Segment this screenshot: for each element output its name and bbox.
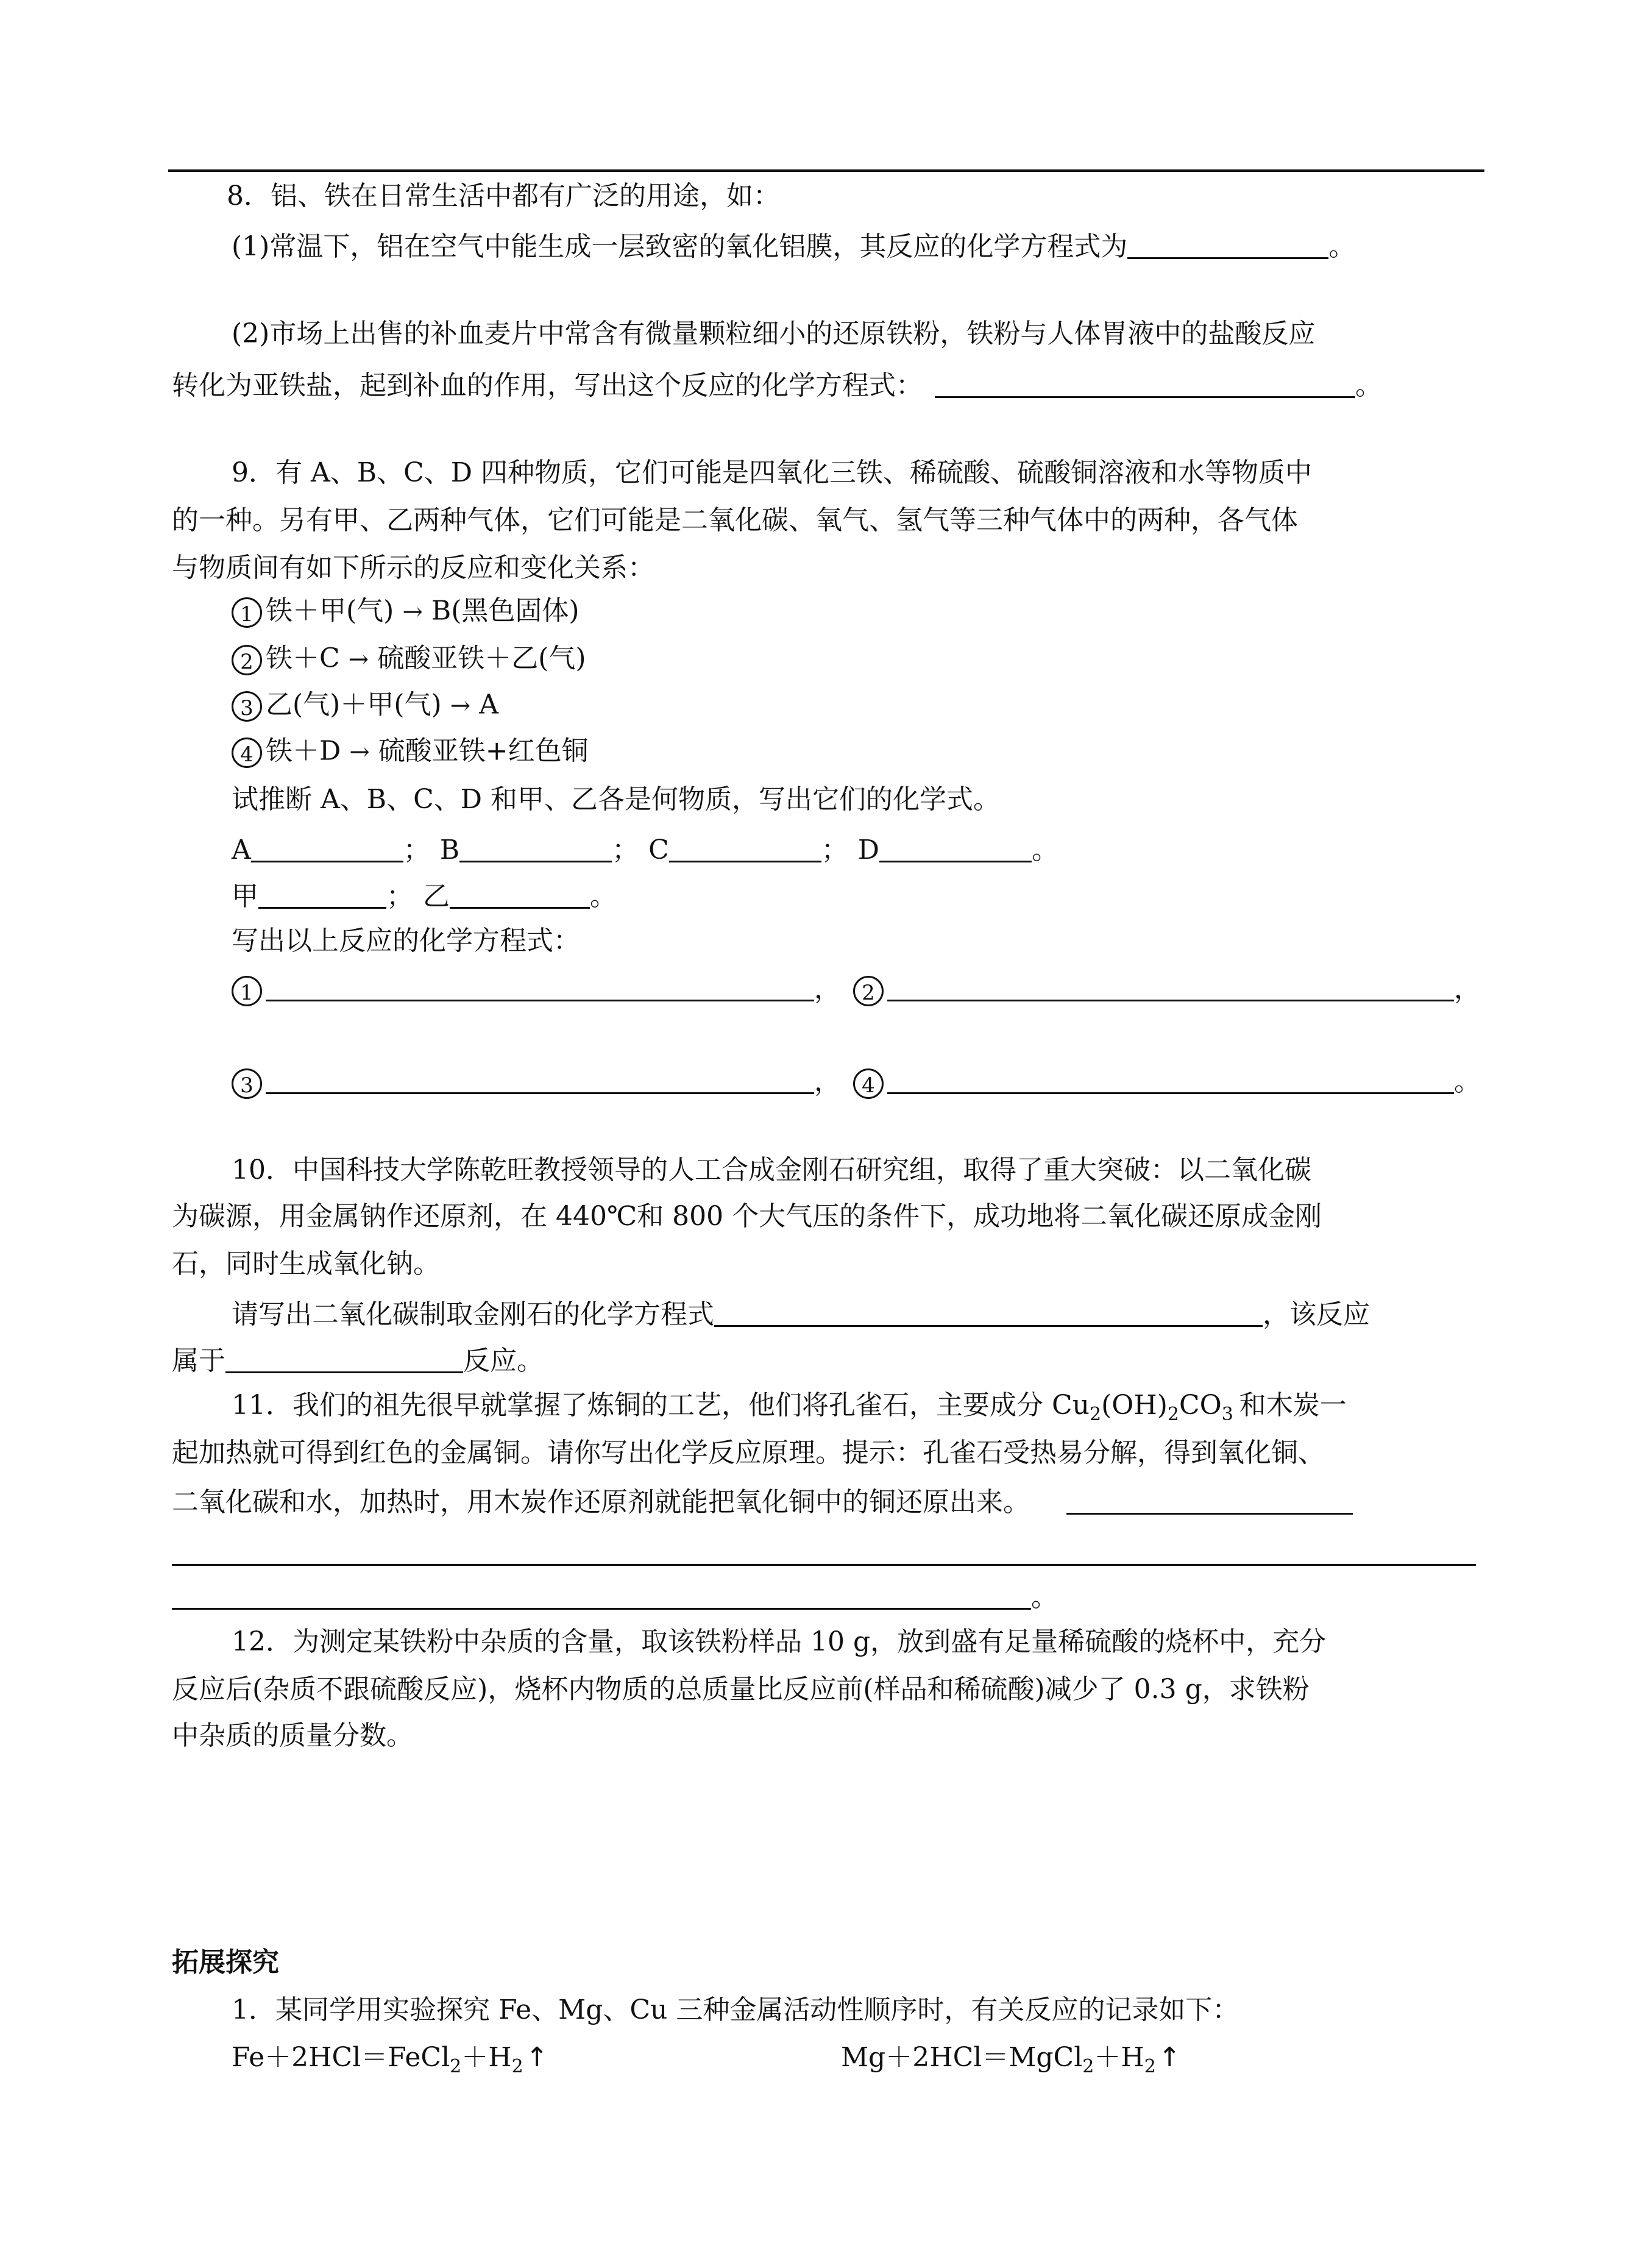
q12-line1: 12．为测定某铁粉中杂质的含量，取该铁粉样品 10 g，放到盛有足量稀硫酸的烧杯中，充分 bbox=[232, 1626, 1327, 1657]
answer-a-blank[interactable] bbox=[251, 834, 403, 862]
equation-2-blank[interactable] bbox=[887, 973, 1454, 1001]
circled-number-4: 4 bbox=[232, 738, 262, 768]
q9-equation-row-2: 3 ， 4 。 bbox=[232, 1065, 1481, 1099]
q10-line2: 为碳源，用金属钠作还原剂，在 440℃和 800 个大气压的条件下，成功地将二氧化碳还原成金刚 bbox=[172, 1201, 1322, 1232]
q9-line1: 9．有 A、B、C、D 四种物质，它们可能是四氧化三铁、稀硫酸、硫酸铜溶液和水等物质中 bbox=[232, 457, 1313, 488]
q11-answer-blank-1[interactable] bbox=[1066, 1486, 1353, 1515]
q8-intro: 8．铝、铁在日常生活中都有广泛的用途，如： bbox=[227, 180, 780, 212]
q8-part2-line1: (2)市场上出售的补血麦片中常含有微量颗粒细小的还原铁粉，铁粉与人体胃液中的盐酸反应 bbox=[232, 318, 1316, 349]
q9-write-equations: 写出以上反应的化学方程式： bbox=[232, 925, 580, 956]
q9-line2: 的一种。另有甲、乙两种气体，它们可能是二氧化碳、氧气、氢气等三种气体中的两种，各气体 bbox=[172, 505, 1298, 536]
ext-equation-fe: $Fe+2HCl=FeCl_2+H_2↑$ bbox=[232, 2042, 548, 2077]
q8-part2-blank[interactable] bbox=[935, 369, 1355, 398]
q8-part2-line2 bbox=[172, 369, 1382, 399]
q11-answer-line-3: 。 bbox=[172, 1581, 1058, 1611]
q8-part1-end: 。 bbox=[1328, 231, 1356, 262]
up-arrow-icon: ↑ bbox=[525, 2042, 548, 2073]
q9-infer: 试推断 A、B、C、D 和甲、乙各是何物质，写出它们的化学式。 bbox=[232, 784, 1001, 815]
equation-1-blank[interactable] bbox=[266, 973, 814, 1001]
q9-line3: 与物质间有如下所示的反应和变化关系： bbox=[172, 552, 654, 583]
answer-jia-blank[interactable] bbox=[258, 880, 386, 909]
q10-belong: 属于 反应。 bbox=[172, 1345, 544, 1376]
q11-answer-blank-3[interactable] bbox=[172, 1581, 1031, 1610]
q8-part1-blank[interactable] bbox=[1127, 230, 1328, 259]
answer-b-blank[interactable] bbox=[459, 834, 612, 862]
equation-4-blank[interactable] bbox=[887, 1065, 1454, 1094]
circled-number-1: 1 bbox=[232, 976, 262, 1006]
q10-equation-blank[interactable] bbox=[714, 1298, 1263, 1327]
header-rule bbox=[168, 169, 1484, 172]
q9-reaction-3: 3 乙(气)＋甲(气) → A bbox=[232, 691, 498, 722]
answer-c-blank[interactable] bbox=[669, 834, 821, 862]
circled-number-3: 3 bbox=[232, 1068, 262, 1099]
q9-reaction-1: 1 铁＋甲(气) → B(黑色固体) bbox=[232, 597, 580, 628]
label-jia: 甲 bbox=[232, 881, 258, 912]
equation-3-blank[interactable] bbox=[266, 1065, 814, 1094]
label-a: A bbox=[232, 834, 251, 866]
q8-part2-text: 转化为亚铁盐，起到补血的作用，写出这个反应的化学方程式： bbox=[172, 370, 923, 401]
circled-number-1: 1 bbox=[232, 597, 262, 628]
q10-reaction-type-blank[interactable] bbox=[225, 1345, 463, 1373]
answer-yi-blank[interactable] bbox=[450, 880, 590, 909]
q11-line2: 起加热就可得到红色的金属铜。请你写出化学反应原理。提示：孔雀石受热易分解，得到氧化铜、 bbox=[172, 1437, 1325, 1468]
q10-line1: 10．中国科技大学陈乾旺教授领导的人工合成金刚石研究组，取得了重大突破：以二氧化碳 bbox=[232, 1154, 1311, 1186]
q8-part1 bbox=[232, 230, 1355, 260]
circled-number-3: 3 bbox=[232, 691, 262, 722]
extension-heading: 拓展探究 bbox=[172, 1947, 279, 1978]
right-arrow-icon: → bbox=[348, 645, 369, 674]
circled-number-2: 2 bbox=[853, 976, 884, 1006]
label-d: D bbox=[857, 834, 880, 866]
label-b: B bbox=[439, 834, 460, 866]
q10-line3: 石，同时生成氧化钠。 bbox=[172, 1248, 440, 1279]
q9-reaction-4: 4 铁＋D → 硫酸亚铁+红色铜 bbox=[232, 738, 589, 768]
q11-answer-line-2[interactable] bbox=[172, 1564, 1476, 1566]
q9-answers-gases: 甲 ； 乙 。 bbox=[232, 881, 617, 912]
q11-line1: 11．我们的祖先很早就掌握了炼铜的工艺，他们将孔雀石，主要成分 $Cu_2(OH)_2CO_3$ 和木炭一 bbox=[232, 1390, 1347, 1425]
ext-equation-mg: $Mg+2HCl=MgCl_2+H_2↑$ bbox=[841, 2042, 1181, 2077]
q10-ask: 请写出二氧化碳制取金刚石的化学方程式 ，该反应 bbox=[232, 1299, 1370, 1330]
q9-answers-abcd: A ； B ； C ； D 。 bbox=[232, 834, 1059, 866]
circled-number-4: 4 bbox=[853, 1068, 884, 1099]
label-c: C bbox=[648, 834, 669, 866]
q9-equation-row-1: 1 ， 2 ， bbox=[232, 973, 1481, 1006]
right-arrow-icon: → bbox=[402, 597, 423, 626]
right-arrow-icon: → bbox=[349, 738, 370, 766]
ext-q1: 1．某同学用实验探究 Fe、Mg、Cu 三种金属活动性顺序时，有关反应的记录如下： bbox=[232, 1994, 1239, 2025]
right-arrow-icon: → bbox=[450, 691, 471, 720]
q9-reaction-2: 2 铁＋C → 硫酸亚铁＋乙(气) bbox=[232, 645, 586, 675]
q12-line2: 反应后(杂质不跟硫酸反应)，烧杯内物质的总质量比反应前(样品和稀硫酸)减少了 0.3 g，求铁粉 bbox=[172, 1674, 1310, 1705]
q8-part2-end: 。 bbox=[1355, 370, 1382, 401]
q12-line3: 中杂质的质量分数。 bbox=[172, 1720, 413, 1751]
label-yi: 乙 bbox=[423, 881, 450, 912]
circled-number-2: 2 bbox=[232, 645, 262, 675]
up-arrow-icon: ↑ bbox=[1158, 2042, 1181, 2073]
q11-line3: 二氧化碳和水，加热时，用木炭作还原剂就能把氧化铜中的铜还原出来。 bbox=[172, 1486, 1353, 1516]
q8-part1-text: (1)常温下，铝在空气中能生成一层致密的氧化铝膜，其反应的化学方程式为 bbox=[232, 231, 1128, 262]
answer-d-blank[interactable] bbox=[879, 834, 1032, 862]
